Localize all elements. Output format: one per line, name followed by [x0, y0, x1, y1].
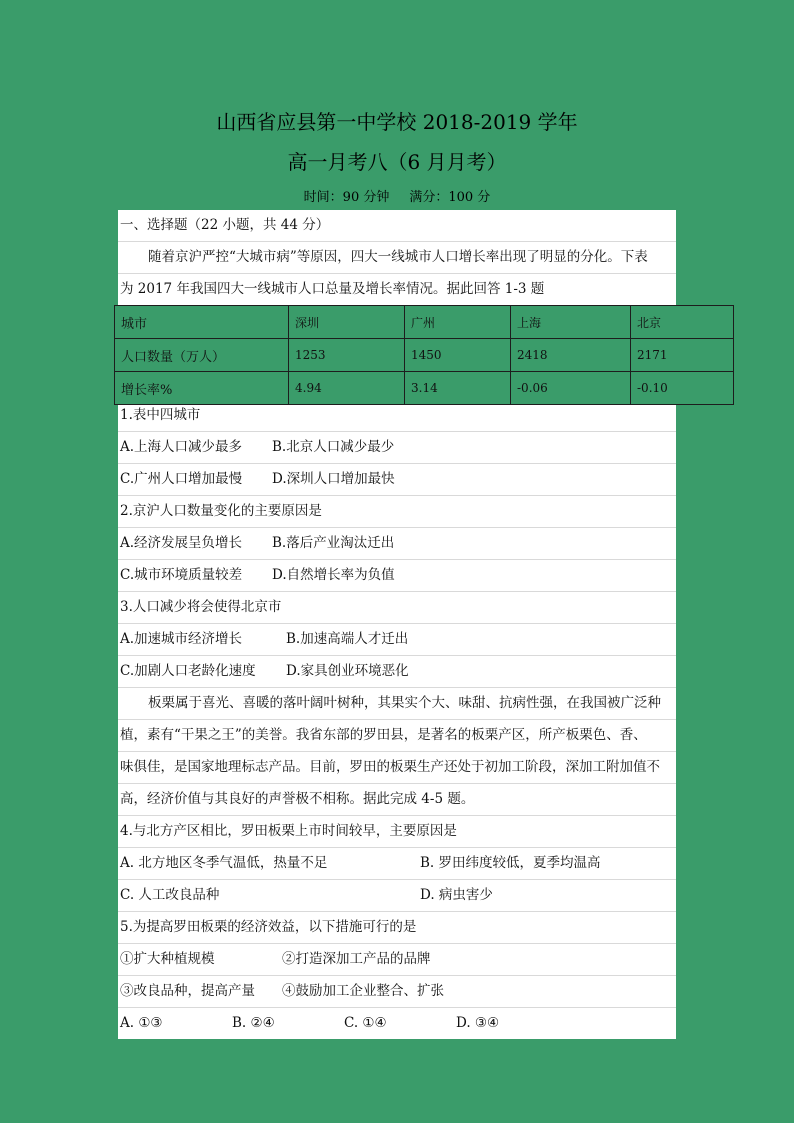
- intro1-line: 为 2017 年我国四大一线城市人口总量及增长率情况。据此回答 1-3 题: [118, 274, 676, 306]
- q5-choices-row: [118, 1008, 676, 1039]
- exam-meta: [0, 186, 794, 205]
- table-header-cell: 城市: [115, 306, 289, 339]
- intro2-line: 植，素有“干果之王”的美誉。我省东部的罗田县，是著名的板栗产区，所产板栗色、香、: [118, 720, 676, 752]
- table-cell: 1253: [289, 339, 405, 372]
- q5-item-4: ④鼓励加工企业整合、扩张: [282, 983, 444, 999]
- q3-options-row: [118, 656, 676, 688]
- table-cell: -0.10: [631, 372, 734, 405]
- table-header-cell: 北京: [631, 306, 734, 339]
- section-heading: 一、选择题（22 小题，共 44 分）: [118, 210, 676, 242]
- q2-options-row: [118, 560, 676, 592]
- q5-choice-d: D. ③④: [456, 1015, 500, 1031]
- intro1-line: 随着京沪严控“大城市病”等原因，四大一线城市人口增长率出现了明显的分化。下表: [118, 242, 676, 274]
- table-cell: 人口数量（万人）: [115, 339, 289, 372]
- q4-stem: 4.与北方产区相比，罗田板栗上市时间较早，主要原因是: [118, 816, 676, 848]
- q5-choice-b: B. ②④: [232, 1015, 275, 1031]
- intro2-line: 板栗属于喜光、喜暖的落叶阔叶树种，其果实个大、味甜、抗病性强，在我国被广泛种: [118, 688, 676, 720]
- q5-item-2: ②打造深加工产品的品牌: [282, 951, 431, 967]
- table-header-row: [115, 306, 734, 339]
- table-cell: -0.06: [511, 372, 631, 405]
- q3-option-a: A.加速城市经济增长: [120, 631, 243, 647]
- q5-choice-c: C. ①④: [344, 1015, 387, 1031]
- q5-items-row: [118, 976, 676, 1008]
- q3-option-c: C.加剧人口老龄化速度: [120, 663, 256, 679]
- table-header-cell: 上海: [511, 306, 631, 339]
- q1-stem: 1.表中四城市: [118, 400, 676, 432]
- q3-options-row: [118, 624, 676, 656]
- table-header-cell: 深圳: [289, 306, 405, 339]
- q3-option-b: B.加速高端人才迁出: [286, 631, 409, 647]
- q2-option-a: A.经济发展呈负增长: [120, 535, 243, 551]
- table-cell: 4.94: [289, 372, 405, 405]
- table-cell: 2418: [511, 339, 631, 372]
- q5-items-row: [118, 944, 676, 976]
- q4-option-c: C. 人工改良品种: [120, 887, 220, 903]
- q5-stem: 5.为提高罗田板栗的经济效益，以下措施可行的是: [118, 912, 676, 944]
- table-row: [115, 372, 734, 405]
- q1-options-row: [118, 464, 676, 496]
- population-table: [114, 305, 734, 405]
- q4-options-row: [118, 880, 676, 912]
- q4-options-row: [118, 848, 676, 880]
- q1-option-b: B.北京人口减少最少: [272, 439, 395, 455]
- exam-title: 山西省应县第一中学校 2018-2019 学年: [216, 110, 578, 134]
- q1-options-row: [118, 432, 676, 464]
- table-cell: 3.14: [405, 372, 511, 405]
- table-header-cell: 广州: [405, 306, 511, 339]
- intro2-line: 高，经济价值与其良好的声誉极不相称。据此完成 4-5 题。: [118, 784, 676, 816]
- q1-option-d: D.深圳人口增加最快: [272, 471, 395, 487]
- q4-option-d: D. 病虫害少: [420, 887, 493, 903]
- q4-option-a: A. 北方地区冬季气温低，热量不足: [120, 855, 328, 871]
- q2-option-d: D.自然增长率为负值: [272, 567, 395, 583]
- q5-item-1: ①扩大种植规模: [120, 951, 215, 967]
- q2-option-c: C.城市环境质量较差: [120, 567, 243, 583]
- exam-score: 满分：100 分: [409, 190, 491, 205]
- table-cell: 2171: [631, 339, 734, 372]
- table-cell: 1450: [405, 339, 511, 372]
- q2-option-b: B.落后产业淘汰迁出: [272, 535, 395, 551]
- q4-option-b: B. 罗田纬度较低，夏季均温高: [420, 855, 601, 871]
- table-row: [115, 339, 734, 372]
- q2-options-row: [118, 528, 676, 560]
- q3-option-d: D.家具创业环境恶化: [286, 663, 409, 679]
- exam-subtitle: 高一月考八（6 月月考）: [287, 150, 507, 174]
- q2-stem: 2.京沪人口数量变化的主要原因是: [118, 496, 676, 528]
- table-cell: 增长率%: [115, 372, 289, 405]
- q1-option-a: A.上海人口减少最多: [120, 439, 243, 455]
- exam-time: 时间：90 分钟: [303, 190, 390, 205]
- intro2-line: 味俱佳，是国家地理标志产品。目前，罗田的板栗生产还处于初加工阶段，深加工附加值不: [118, 752, 676, 784]
- q1-option-c: C.广州人口增加最慢: [120, 471, 243, 487]
- q5-item-3: ③改良品种，提高产量: [120, 983, 255, 999]
- q3-stem: 3.人口减少将会使得北京市: [118, 592, 676, 624]
- q5-choice-a: A. ①③: [120, 1015, 163, 1031]
